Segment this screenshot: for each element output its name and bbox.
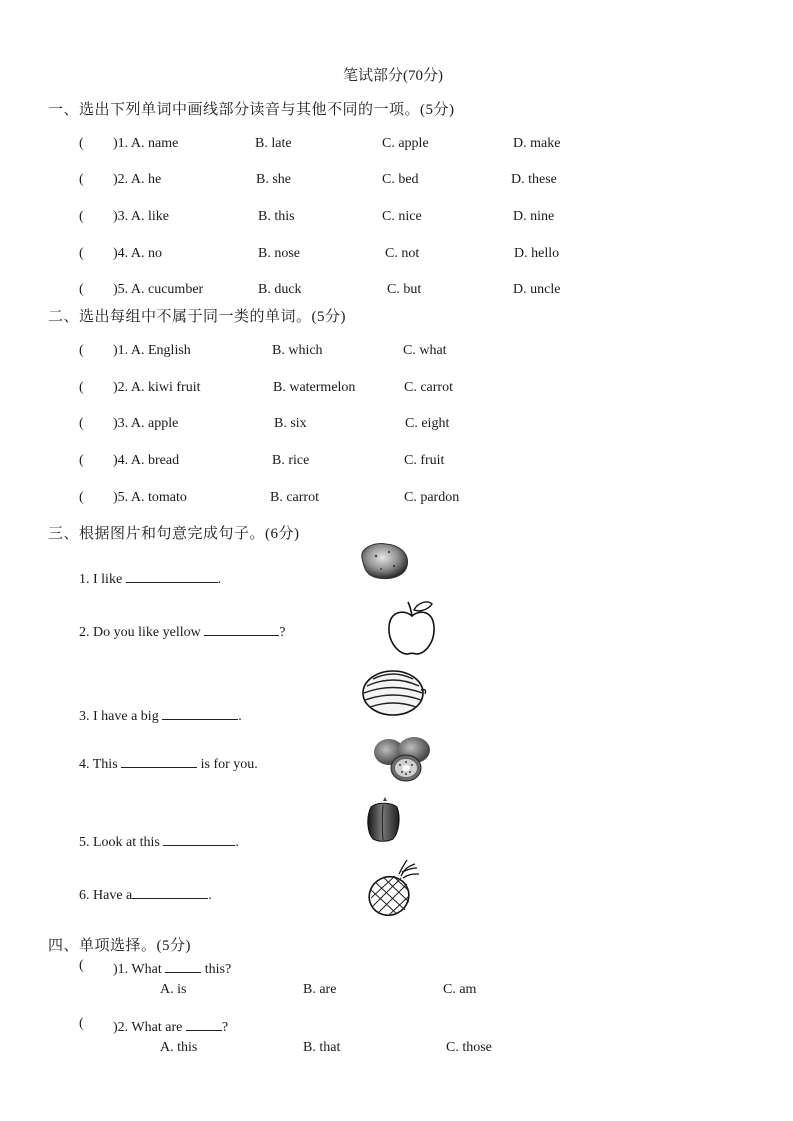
question-stem bbox=[113, 1016, 228, 1036]
sentence-4 bbox=[79, 753, 258, 773]
sentence-text: 4. This bbox=[79, 757, 122, 772]
option-b: B. that bbox=[303, 1040, 341, 1055]
option-c: C. bed bbox=[382, 172, 419, 187]
option-b: B. duck bbox=[258, 282, 302, 297]
option-d: D. hello bbox=[514, 246, 560, 261]
option-b: B. carrot bbox=[270, 490, 319, 505]
stem-text: )1. What bbox=[113, 962, 166, 977]
section-2-heading: 二、选出每组中不属于同一类的单词。(5分) bbox=[48, 309, 346, 325]
option-c: C. am bbox=[443, 982, 477, 997]
option-c: C. not bbox=[385, 246, 420, 261]
option-b: B. watermelon bbox=[273, 380, 356, 395]
answer-paren[interactable]: ( bbox=[79, 1016, 84, 1031]
option-a: )1. A. name bbox=[113, 136, 179, 151]
option-c: C. carrot bbox=[404, 380, 453, 395]
answer-blank[interactable] bbox=[204, 621, 279, 636]
option-a: )5. A. tomato bbox=[113, 490, 187, 505]
option-b: B. this bbox=[258, 209, 295, 224]
sentence-6 bbox=[79, 884, 212, 904]
sentence-5 bbox=[79, 831, 239, 851]
sentence-3 bbox=[79, 705, 242, 725]
pineapple-icon bbox=[365, 860, 421, 918]
option-c: C. what bbox=[403, 343, 447, 358]
option-b: B. which bbox=[272, 343, 323, 358]
option-a: A. is bbox=[160, 982, 187, 997]
option-b: B. rice bbox=[272, 453, 310, 468]
answer-paren[interactable]: ( bbox=[79, 343, 84, 358]
answer-paren[interactable]: ( bbox=[79, 136, 84, 151]
sentence-text: 5. Look at this bbox=[79, 835, 164, 850]
sentence-2 bbox=[79, 621, 285, 641]
option-c: C. nice bbox=[382, 209, 422, 224]
option-b: B. nose bbox=[258, 246, 300, 261]
answer-paren[interactable]: ( bbox=[79, 416, 84, 431]
potato-icon bbox=[356, 540, 412, 582]
option-c: C. eight bbox=[405, 416, 450, 431]
option-b: B. late bbox=[255, 136, 292, 151]
answer-blank[interactable] bbox=[163, 831, 235, 846]
apple-icon bbox=[384, 600, 440, 658]
answer-blank[interactable] bbox=[126, 568, 218, 583]
option-b: B. are bbox=[303, 982, 337, 997]
option-b: B. six bbox=[274, 416, 307, 431]
option-b: B. she bbox=[256, 172, 291, 187]
option-c: C. pardon bbox=[404, 490, 460, 505]
answer-paren[interactable]: ( bbox=[79, 209, 84, 224]
answer-paren[interactable]: ( bbox=[79, 490, 84, 505]
stem-end: ? bbox=[221, 1020, 229, 1035]
option-c: C. those bbox=[446, 1040, 492, 1055]
stem-text: )2. What are bbox=[113, 1020, 186, 1035]
option-d: D. nine bbox=[513, 209, 555, 224]
answer-paren[interactable]: ( bbox=[79, 453, 84, 468]
option-a: )4. A. no bbox=[113, 246, 162, 261]
option-a: )2. A. he bbox=[113, 172, 162, 187]
sentence-end: . bbox=[238, 709, 242, 724]
question-stem bbox=[113, 958, 231, 978]
pepper-icon bbox=[363, 797, 403, 843]
option-a: A. this bbox=[160, 1040, 198, 1055]
option-a: )3. A. apple bbox=[113, 416, 179, 431]
page-title: 笔试部分(70分) bbox=[343, 68, 443, 84]
stem-end: this? bbox=[201, 962, 232, 977]
option-d: D. make bbox=[513, 136, 561, 151]
option-a: )1. A. English bbox=[113, 343, 191, 358]
option-c: C. apple bbox=[382, 136, 429, 151]
sentence-end: . bbox=[208, 888, 212, 903]
answer-paren[interactable]: ( bbox=[79, 172, 84, 187]
section-1-heading: 一、选出下列单词中画线部分读音与其他不同的一项。(5分) bbox=[48, 102, 455, 118]
answer-blank[interactable] bbox=[162, 705, 238, 720]
answer-paren[interactable]: ( bbox=[79, 958, 84, 973]
sentence-end: . bbox=[217, 572, 222, 587]
option-c: C. but bbox=[387, 282, 422, 297]
sentence-1 bbox=[79, 568, 221, 588]
answer-blank[interactable] bbox=[132, 884, 208, 899]
option-a: )2. A. kiwi fruit bbox=[113, 380, 201, 395]
option-a: )3. A. like bbox=[113, 209, 169, 224]
answer-paren[interactable]: ( bbox=[79, 246, 84, 261]
option-d: D. these bbox=[511, 172, 557, 187]
option-a: )4. A. bread bbox=[113, 453, 180, 468]
sentence-text: 1. I like bbox=[79, 572, 126, 587]
section-3-heading: 三、根据图片和句意完成句子。(6分) bbox=[48, 526, 300, 542]
answer-blank[interactable] bbox=[186, 1016, 222, 1031]
watermelon-icon bbox=[361, 668, 427, 718]
option-a: )5. A. cucumber bbox=[113, 282, 204, 297]
sentence-text: 3. I have a big bbox=[79, 709, 163, 724]
section-4-heading: 四、单项选择。(5分) bbox=[48, 938, 191, 954]
option-d: D. uncle bbox=[513, 282, 561, 297]
answer-paren[interactable]: ( bbox=[79, 380, 84, 395]
sentence-text: 2. Do you like yellow bbox=[79, 625, 205, 640]
answer-paren[interactable]: ( bbox=[79, 282, 84, 297]
sentence-end: . bbox=[235, 835, 239, 850]
sentence-end: is for you. bbox=[197, 757, 258, 772]
kiwi-fruit-icon bbox=[372, 734, 434, 784]
option-c: C. fruit bbox=[404, 453, 445, 468]
answer-blank[interactable] bbox=[121, 753, 197, 768]
sentence-end: ? bbox=[279, 625, 286, 640]
sentence-text: 6. Have a bbox=[79, 888, 133, 903]
answer-blank[interactable] bbox=[165, 958, 201, 973]
